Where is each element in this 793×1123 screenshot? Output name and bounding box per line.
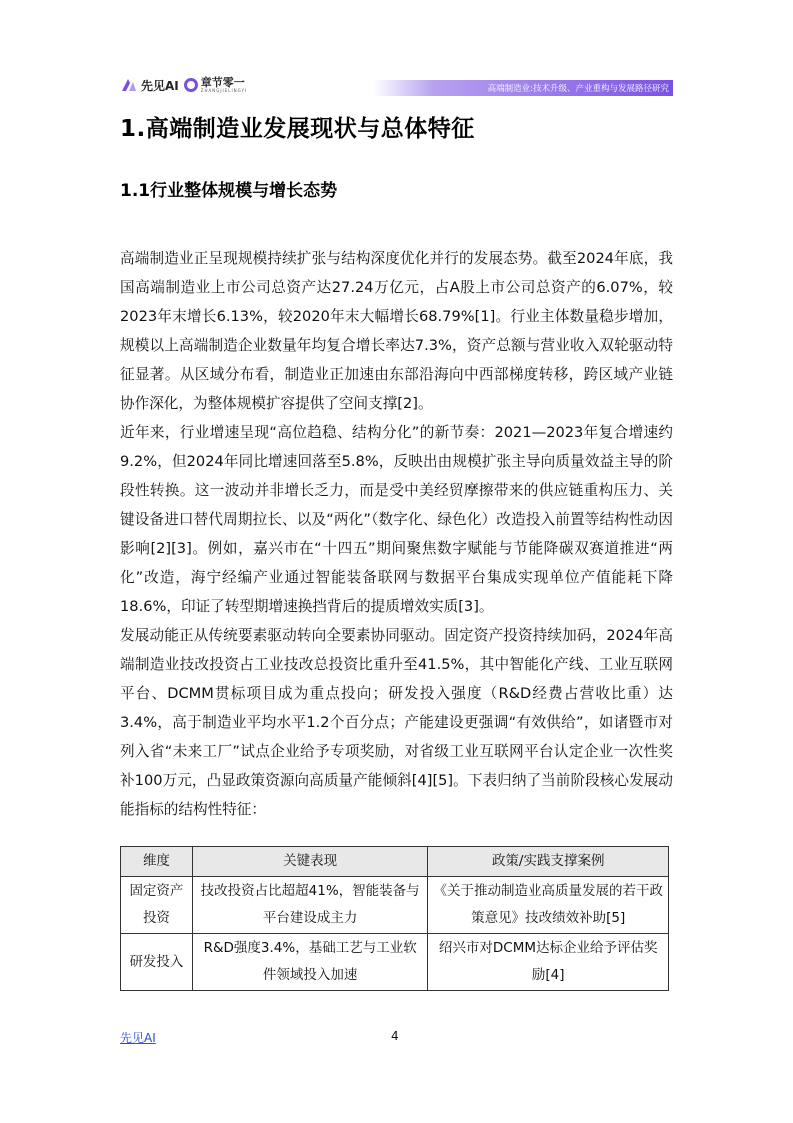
page-header	[120, 74, 673, 96]
table-header-row	[121, 847, 669, 877]
brand-secondary-en: ZHANGJIELINGYI	[200, 88, 248, 93]
paragraph-2: 近年来，行业增速呈现“高位趋稳、结构分化”的新节奏：2021—2023年复合增速约9.2%，但2024年同比增速回落至5.8%，反映出由规模扩张主导向质量效益主导的阶段性转换。这一波动并非增长乏力，而是受中美经贸摩擦带来的供应链重构压力、关键设备进口替代周期拉长、以及“两化”（数字化、绿色化）改造投入前置等结构性动因影响[2][3]。例如，嘉兴市在“十四五”期间聚焦数字赋能与节能降碳双赛道推进“两化”改造，海宁经编产业通过智能装备联网与数据平台集成实现单位产值能耗下降18.6%，印证了转型期增速换挡背后的提质增效实质[3]。	[120, 424, 673, 615]
brand-secondary-cn: 章节零一	[200, 76, 245, 89]
paragraph-3: 发展动能正从传统要素驱动转向全要素协同驱动。固定资产投资持续加码，2024年高端制造业技改投资占工业技改总投资比重升至41.5%，其中智能化产线、工业互联网平台、DCMM贯标项目成为重点投向；研发投入强度（R&D经费占营收比重）达3.4%，高于制造业平均水平1.2个百分点；产能建设更强调“有效供给”，如诸暨市对列入省“未来工厂”试点企业给予专项奖励，对省级工业互联网平台认定企业一次性奖补100万元，凸显政策资源向高质量产能倾斜[4][5]。下表归纳了当前阶段核心发展动能指标的结构性特征：	[120, 627, 673, 818]
subsection-heading: 1.1行业整体规模与增长态势	[120, 181, 338, 201]
document-title: 高端制造业:技术升级、产业重构与发展路径研究	[487, 84, 669, 94]
table-cell: 技改投资占比超超41%，智能装备与平台建设成主力	[192, 877, 428, 934]
table-cell: 《关于推动制造业高质量发展的若干政策意见》技改绩效补助[5]	[428, 877, 669, 934]
page-number: 4	[391, 1029, 399, 1043]
table-cell: 绍兴市对DCMM达标企业给予评估奖励[4]	[428, 934, 669, 991]
footer-brand-link[interactable]: 先见AI	[120, 1031, 156, 1045]
body-text	[120, 244, 673, 824]
brand-name: 先见AI	[141, 78, 179, 93]
section-heading: 1.高端制造业发展现状与总体特征	[120, 116, 475, 142]
brand-logo	[120, 74, 247, 96]
brand-circle-icon	[184, 78, 198, 92]
table-header-cell: 关键表现	[192, 847, 428, 877]
header-title-bar	[373, 80, 673, 96]
table-cell: 固定资产投资	[121, 877, 193, 934]
brand-mark-icon	[120, 76, 138, 94]
table-cell: R&D强度3.4%，基础工艺与工业软件领域投入加速	[192, 934, 428, 991]
table-row	[121, 934, 669, 991]
indicator-table	[120, 846, 669, 991]
table-cell: 研发投入	[121, 934, 193, 991]
table-row	[121, 877, 669, 934]
paragraph-1: 高端制造业正呈现规模持续扩张与结构深度优化并行的发展态势。截至2024年底，我国高端制造业上市公司总资产达27.24万亿元，占A股上市公司总资产的6.07%，较2023年末增长6.13%，较2020年末大幅增长68.79%[1]。行业主体数量稳步增加，规模以上高端制造企业数量年均复合增长率达7.3%，资产总额与营业收入双轮驱动特征显著。从区域分布看，制造业正加速由东部沿海向中西部梯度转移，跨区域产业链协作深化，为整体规模扩容提供了空间支撑[2]。	[120, 250, 673, 412]
brand-secondary	[201, 77, 247, 93]
table-header-cell: 维度	[121, 847, 193, 877]
table-header-cell: 政策/实践支撑案例	[428, 847, 669, 877]
